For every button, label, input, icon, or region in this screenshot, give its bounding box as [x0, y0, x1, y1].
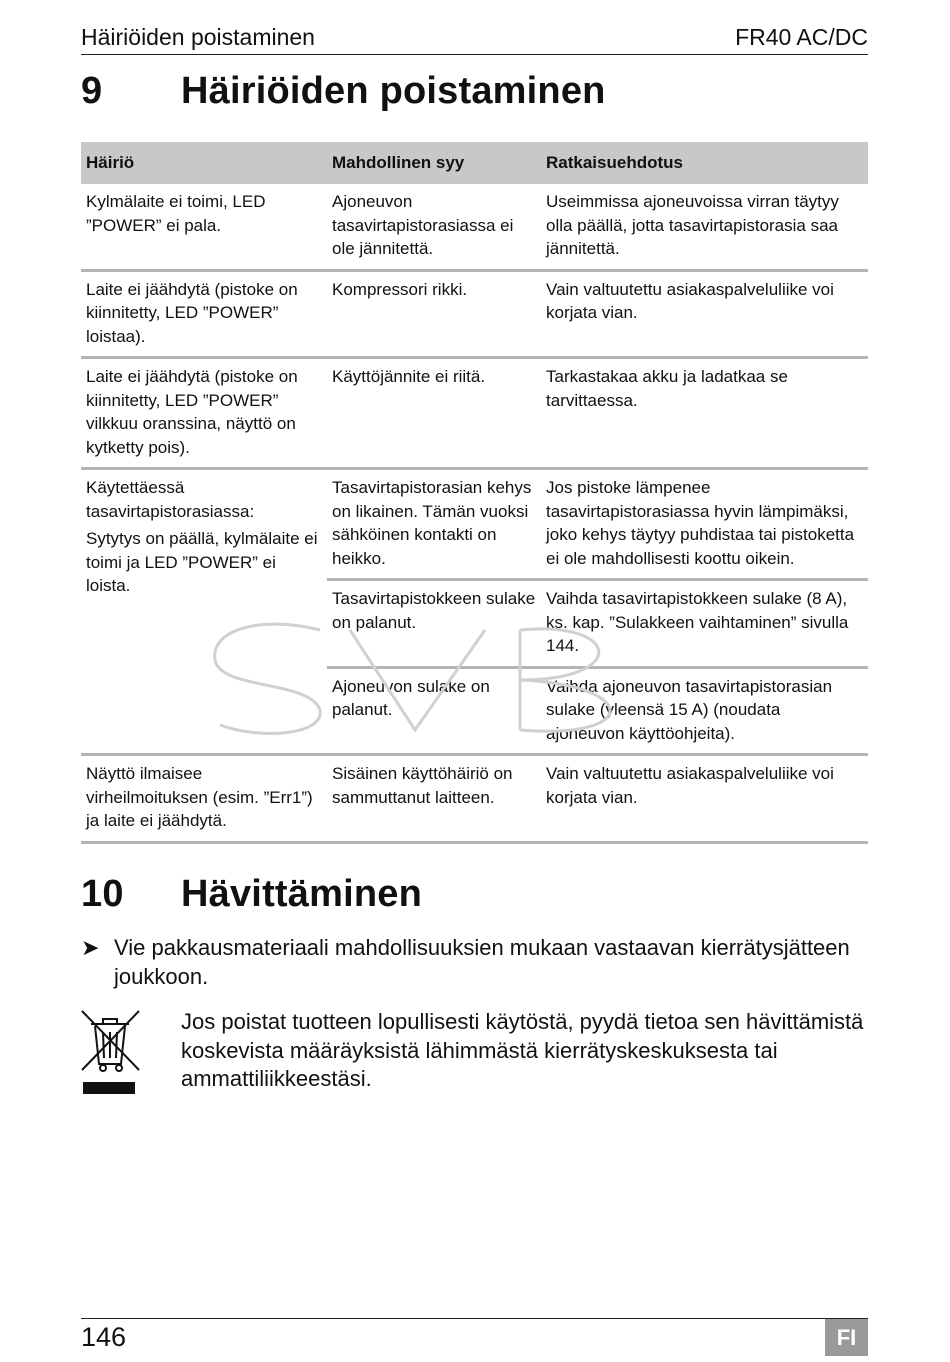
cause-cell: Tasavirtapistorasian kehys on likainen. Tämän vuoksi sähköinen kontakti on heikko. — [327, 469, 541, 580]
column-header-cause: Mahdollinen syy — [327, 142, 541, 184]
table-row — [81, 270, 868, 358]
fault-cell: Näyttö ilmaisee virheilmoituksen (esim. ”Err1”) ja laite ei jäähdytä. — [81, 755, 327, 843]
instruction-text: Vie pakkausmateriaali mahdollisuuksien mukaan vastaavan kierrätysjätteen joukkoon. — [114, 935, 850, 989]
fix-cell: Jos pistoke lämpenee tasavirtapistorasiassa hyvin lämpimäksi, joko kehys täytyy puhdistaa tai pistoketta ei ole mahdollisesti koottu oikein. — [541, 469, 868, 580]
fault-cell — [81, 469, 327, 755]
troubleshooting-table — [81, 142, 868, 844]
fault-cell: Laite ei jäähdytä (pistoke on kiinnitetty, LED ”POWER” vilkkuu oranssina, näyttö on kytketty pois). — [81, 358, 327, 469]
fix-cell: Vain valtuutettu asiakaspalveluliike voi korjata vian. — [541, 755, 868, 843]
section-number: 10 — [81, 873, 124, 915]
fix-cell: Vain valtuutettu asiakaspalveluliike voi korjata vian. — [541, 270, 868, 358]
header-title: Häiriöiden poistaminen — [81, 24, 315, 50]
table-row — [81, 469, 868, 580]
cause-cell: Käyttöjännite ei riitä. — [327, 358, 541, 469]
section-title: Häiriöiden poistaminen — [181, 70, 606, 112]
page-number: 146 — [81, 1322, 127, 1352]
cause-cell: Ajoneuvon sulake on palanut. — [327, 667, 541, 755]
fault-cell: Kylmälaite ei toimi, LED ”POWER” ei pala. — [81, 184, 327, 270]
running-header — [81, 22, 868, 55]
section-title: Hävittäminen — [181, 873, 423, 915]
cause-cell: Sisäinen käyttöhäiriö on sammuttanut laitteen. — [327, 755, 541, 843]
fault-cell: Laite ei jäähdytä (pistoke on kiinnitetty, LED ”POWER” loistaa). — [81, 270, 327, 358]
cause-cell: Tasavirtapistokkeen sulake on palanut. — [327, 580, 541, 668]
table-row — [81, 184, 868, 270]
language-tab: FI — [825, 1319, 868, 1356]
fix-cell: Vaihda tasavirtapistokkeen sulake (8 A), ks. kap. ”Sulakkeen vaihtaminen” sivulla 144. — [541, 580, 868, 668]
column-header-fault: Häiriö — [81, 142, 327, 184]
fault-symptom: Sytytys on päällä, kylmälaite ei toimi ja LED ”POWER” ei loista. — [86, 529, 318, 595]
fault-context: Käytettäessä tasavirtapistorasiassa: — [86, 478, 255, 521]
cause-cell: Kompressori rikki. — [327, 270, 541, 358]
table-header-row — [81, 142, 868, 184]
table-row — [81, 358, 868, 469]
fix-cell: Vaihda ajoneuvon tasavirtapistorasian sulake (yleensä 15 A) (noudata ajoneuvon käyttöohjeita). — [541, 667, 868, 755]
table-row — [81, 755, 868, 843]
header-model: FR40 AC/DC — [735, 24, 868, 50]
weee-crossed-bin-icon — [81, 1010, 141, 1098]
disposal-text: Jos poistat tuotteen lopullisesti käytöstä, pyydä tietoa sen hävittämistä koskevista määräyksistä lähimmästä kierrätyskeskuksesta tai ammattiliikkeestäsi. — [181, 1009, 864, 1091]
cause-cell: Ajoneuvon tasavirtapistorasiassa ei ole jännitettä. — [327, 184, 541, 270]
section-number: 9 — [81, 70, 103, 112]
footer-divider — [81, 1318, 868, 1319]
fix-cell: Useimmissa ajoneuvoissa virran täytyy olla päällä, jotta tasavirtapistorasia saa jännitettä. — [541, 184, 868, 270]
arrow-bullet-icon: ➤ — [81, 935, 100, 960]
fix-cell: Tarkastakaa akku ja ladatkaa se tarvittaessa. — [541, 358, 868, 469]
column-header-fix: Ratkaisuehdotus — [541, 142, 868, 184]
